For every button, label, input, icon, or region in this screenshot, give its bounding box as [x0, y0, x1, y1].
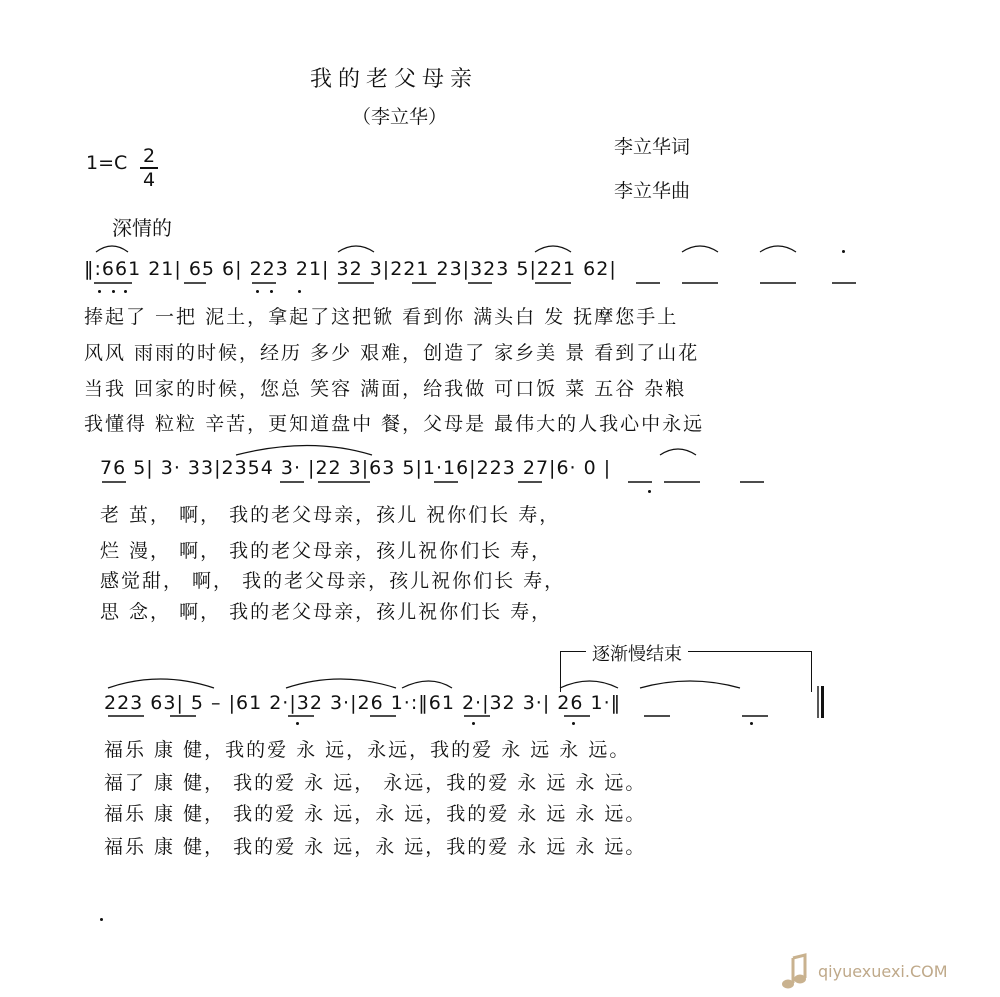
singer-name: （李立华） [352, 106, 448, 128]
ending-annotation: 逐渐慢结束 [586, 640, 688, 666]
notation-line-3: 223 63| 5 – |61 2·|32 3·|26 1·:‖61 2·|32 3·| 26 1·‖ [104, 692, 622, 714]
slur-3 [535, 246, 571, 252]
octave-dot [842, 250, 845, 253]
lyricist-credit: 李立华词 [614, 136, 691, 158]
octave-dot [124, 290, 127, 293]
time-signature-denominator: 4 [140, 167, 158, 191]
slur-10 [402, 681, 452, 688]
octave-dot [750, 722, 753, 725]
lyric-line-3-verse-3: 福乐 康 健， 我的爱 永 远，永 远，我的爱 永 远 永 远。 [104, 803, 647, 825]
watermark-text: qiyuexuexi.COM [818, 962, 948, 981]
octave-dot [298, 290, 301, 293]
slur-12 [640, 681, 740, 688]
slur-8 [108, 679, 214, 688]
slur-6 [236, 446, 372, 456]
lyric-line-1-verse-4: 我懂得 粒粒 辛苦，更知道盘中 餐，父母是 最伟大的人我心中永远 [84, 413, 705, 435]
lyric-line-2-verse-1: 老 茧， 啊， 我的老父母亲，孩儿 祝你们长 寿， [100, 504, 561, 526]
notation-line-2: 76 5| 3· 33|2354 3· |22 3|63 5|1·16|223 27|6· 0 | [100, 457, 612, 479]
lyric-line-2-verse-2: 烂 漫， 啊， 我的老父母亲，孩儿祝你们长 寿， [100, 540, 553, 562]
slur-11 [560, 681, 618, 688]
octave-dot [270, 290, 273, 293]
stray-dot [100, 918, 103, 921]
slur-2 [338, 246, 374, 252]
notation-line-1: ‖:661 21| 65 6| 223 21| 32 3|221 23|323 5|221 62| [84, 258, 617, 280]
final-barline-thick [821, 686, 824, 718]
octave-dot [472, 722, 475, 725]
lyric-line-1-verse-2: 风风 雨雨的时候，经历 多少 艰难，创造了 家乡美 景 看到了山花 [84, 342, 700, 364]
octave-dot [256, 290, 259, 293]
octave-dot [648, 490, 651, 493]
lyric-line-1-verse-3: 当我 回家的时候，您总 笑容 满面，给我做 可口饭 菜 五谷 杂粮 [84, 378, 687, 400]
lyric-line-2-verse-3: 感觉甜， 啊， 我的老父母亲，孩儿祝你们长 寿， [100, 570, 566, 592]
slur-5 [760, 246, 796, 252]
slur-9 [286, 679, 396, 688]
tempo-marking: 深情的 [112, 216, 172, 240]
slur-1 [96, 246, 128, 252]
key-signature: 1=C [86, 152, 128, 174]
octave-dot [112, 290, 115, 293]
lyric-line-3-verse-2: 福了 康 健， 我的爱 永 远， 永远，我的爱 永 远 永 远。 [104, 772, 647, 794]
octave-dot [296, 722, 299, 725]
slur-4 [682, 246, 718, 252]
time-signature-numerator: 2 [142, 145, 156, 167]
composer-credit: 李立华曲 [614, 180, 691, 202]
slur-7 [660, 449, 696, 455]
music-note-icon [775, 952, 815, 992]
octave-dot [98, 290, 101, 293]
lyric-line-3-verse-1: 福乐 康 健，我的爱 永 远，永远，我的爱 永 远 永 远。 [104, 739, 631, 761]
lyric-line-1-verse-1: 捧起了 一把 泥土，拿起了这把锨 看到你 满头白 发 抚摩您手上 [84, 306, 679, 328]
octave-dot [572, 722, 575, 725]
lyric-line-3-verse-4: 福乐 康 健， 我的爱 永 远，永 远，我的爱 永 远 永 远。 [104, 836, 647, 858]
lyric-line-2-verse-4: 思 念， 啊， 我的老父母亲，孩儿祝你们长 寿， [100, 601, 553, 623]
song-title: 我的老父母亲 [310, 67, 479, 92]
